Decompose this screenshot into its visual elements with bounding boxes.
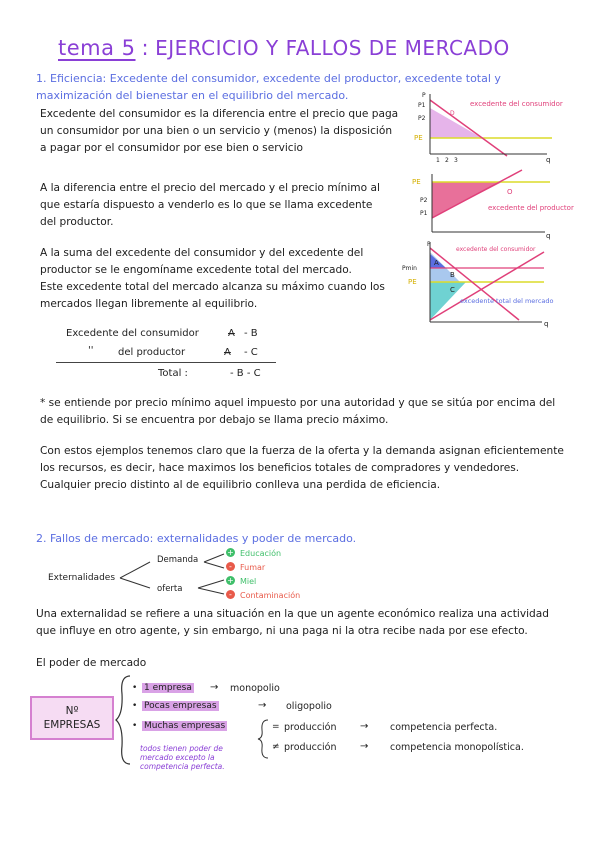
box-line1: Nº (65, 705, 79, 717)
market-power-title: El poder de mercado (36, 657, 147, 669)
producer-surplus-paragraph: A la diferencia entre el precio del mercado y el precio mínimo al que estaría dispuesto a venderlo es lo que se llama excedente del productor. (40, 182, 380, 228)
tick-2: 2 (445, 157, 449, 164)
axis-p-label-3: P (427, 241, 431, 248)
externality-definition: Una externalidad se refiere a una situación en la que un agente económico realiza una actividad que influye en otro agente, y sin embargo, ni una paga ni la otra recibe nada por ese efecto. (36, 608, 549, 637)
demand-positive: Educación (240, 549, 282, 558)
table-divider (56, 362, 276, 363)
sub1-label: producción (284, 722, 337, 733)
axis-p-label: P (422, 92, 426, 99)
item2-result: oligopolio (286, 701, 332, 712)
pmin-label: Pmin (402, 265, 417, 272)
minus-icon: - (226, 562, 235, 571)
item3-label (142, 721, 227, 731)
table-row3-label: Total : (158, 368, 188, 379)
axis-q-label-2: q (546, 232, 551, 240)
page-title (58, 36, 510, 60)
branch-demand (120, 562, 150, 578)
title-tema: tema 5 (58, 36, 136, 60)
pe-label-3: PE (408, 278, 417, 286)
supply-positive: Miel (240, 577, 257, 586)
total-max-paragraph: Este excedente total del mercado alcanza su máximo cuando los mercados llegan libremente al equilibrio. (40, 281, 385, 310)
total-surplus-label: excedente total del mercado (460, 297, 554, 305)
table-row2-b: - C (244, 347, 258, 358)
tick-1: 1 (436, 157, 440, 164)
total-surplus-paragraph: A la suma del excedente del consumidor y del excedente del productor se le engomíname excedente total del mercado. (40, 247, 364, 276)
market-power-note: todos tienen poder de mercado excepto la competencia perfecta. (140, 744, 225, 771)
item3-text: Muchas empresas (144, 721, 226, 731)
arrow-icon-4: → (360, 741, 369, 752)
supply-negative: Contaminación (240, 591, 301, 600)
table-row1-label: Excedente del consumidor (66, 328, 199, 339)
pe-label: PE (414, 134, 423, 142)
sub1-result: competencia perfecta. (390, 722, 498, 733)
consumer-surplus-paragraph: Excedente del consumidor es la diferencia entre el precio que paga un consumidor por una bien o un servicio y (menos) la disposición a pagar por el consumidor por ese bien o servicio (40, 108, 399, 154)
externality-supply: oferta (157, 584, 183, 594)
p1-label-2: P1 (420, 210, 428, 217)
sub2-sign: ≠ (272, 742, 280, 752)
item1-bullet: • (132, 683, 138, 693)
axis-q-label-3: q (544, 320, 549, 328)
arrow-icon-1: → (210, 682, 219, 693)
table-row2-label: del productor (118, 347, 186, 358)
table-row1-b: - B (244, 328, 258, 339)
consumer-surplus-label-3: excedente del consumidor (456, 246, 536, 253)
sub-brace-path (258, 720, 268, 758)
area-c-label: C (450, 286, 455, 294)
table-row3-val: - B - C (230, 368, 261, 379)
branch-demand-neg (204, 562, 224, 568)
externalities-root: Externalidades (48, 573, 116, 583)
market-power-brace (114, 674, 134, 766)
item3-bullet: • (132, 721, 138, 731)
demand-label: D (450, 110, 455, 117)
conclusion-paragraph: Con estos ejemplos tenemos claro que la fuerza de la oferta y la demanda asignan eficientemente los recursos, es decir, hace maximos los beneficios totales de compradores y vendedores. Cualquier precio distinto al de equilibrio conlleva una perdida de eficiencia. (40, 445, 564, 491)
item1-result: monopolio (230, 683, 280, 694)
total-surplus-graph (394, 240, 564, 328)
producer-surplus-label: excedente del productor (488, 204, 574, 212)
item1-text: 1 empresa (144, 683, 192, 693)
table-row1-a: A (228, 328, 235, 339)
p2-label-2: P2 (420, 197, 428, 204)
plus-icon: + (227, 548, 234, 557)
item1-label (142, 683, 194, 693)
externality-demand: Demanda (157, 555, 199, 565)
area-b-label: B (450, 271, 455, 279)
branch-supply (120, 578, 150, 588)
supply-label: O (507, 188, 513, 196)
arrow-icon-2: → (258, 700, 267, 711)
section2-heading: 2. Fallos de mercado: externalidades y poder de mercado. (36, 532, 357, 545)
box-line2: EMPRESAS (43, 719, 101, 731)
sub-brace (256, 718, 270, 760)
sub2-result: competencia monopolística. (390, 742, 524, 753)
axis-q-label: q (546, 156, 551, 164)
branch-demand-pos (204, 554, 224, 562)
table-row2-ditto: '' (88, 345, 94, 356)
item2-label (142, 701, 219, 711)
brace-path (116, 676, 130, 764)
tick-3: 3 (454, 157, 458, 164)
title-main: EJERCICIO Y FALLOS DE MERCADO (155, 36, 510, 60)
minus-icon-2: - (226, 590, 235, 599)
table-row2-a: A (224, 347, 231, 358)
pe-label-2: PE (412, 178, 421, 186)
branch-supply-neg (198, 588, 224, 594)
item2-bullet: • (132, 701, 138, 711)
p1-label: P1 (418, 102, 426, 109)
note-paragraph: * se entiende por precio mínimo aquel impuesto por una autoridad y que se sitúa por encima del de equilibrio. Si se encuentra por debajo se llama precio máximo. (40, 397, 556, 426)
sub2-label: producción (284, 742, 337, 753)
producer-surplus-graph (410, 172, 574, 240)
consumer-surplus-label: excedente del consumidor (470, 100, 563, 108)
item2-text: Pocas empresas (144, 701, 217, 711)
plus-icon-2: + (227, 576, 234, 585)
area-a-label: A (434, 259, 439, 267)
num-companies-box (30, 696, 114, 740)
consumer-surplus-graph (412, 90, 562, 170)
branch-supply-pos (198, 580, 224, 588)
section1-heading: 1. Eficiencia: Excedente del consumidor, excedente del productor, excedente total y maximización del bienestar en el equilibrio del mercado. (36, 72, 501, 102)
demand-negative: Fumar (240, 563, 266, 572)
arrow-icon-3: → (360, 721, 369, 732)
p2-label: P2 (418, 115, 426, 122)
sub1-sign: = (272, 722, 280, 732)
title-separator: : (141, 36, 150, 60)
consumer-surplus-area (430, 108, 482, 138)
